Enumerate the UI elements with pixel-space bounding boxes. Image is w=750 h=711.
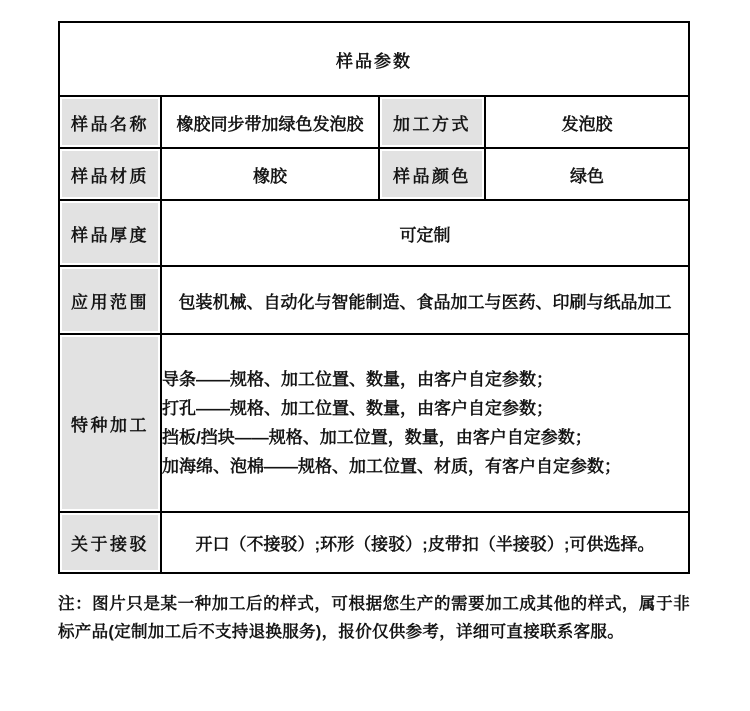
special-processing-line: 挡板/挡块——规格、加工位置，数量，由客户自定参数； <box>162 428 592 447</box>
title-row <box>59 22 689 96</box>
special-processing-line: 加海绵、泡棉——规格、加工位置、材质，有客户自定参数； <box>162 457 621 476</box>
label-special-processing: 特种加工 <box>59 334 161 512</box>
value-application-scope: 包装机械、自动化与智能制造、食品加工与医药、印刷与纸品加工 <box>161 266 689 334</box>
value-sample-material: 橡胶 <box>161 148 379 200</box>
sample-parameters-table <box>58 21 690 574</box>
label-application-scope: 应用范围 <box>59 266 161 334</box>
value-special-processing <box>161 334 689 512</box>
value-sample-name: 橡胶同步带加绿色发泡胶 <box>161 96 379 148</box>
special-processing-line: 打孔——规格、加工位置、数量，由客户自定参数； <box>162 399 553 418</box>
label-sample-thickness: 样品厚度 <box>59 200 161 266</box>
value-sample-thickness: 可定制 <box>161 200 689 266</box>
label-sample-name: 样品名称 <box>59 96 161 148</box>
special-processing-line: 导条——规格、加工位置、数量，由客户自定参数； <box>162 370 553 389</box>
label-splicing: 关于接驳 <box>59 512 161 573</box>
row-splicing <box>59 512 689 573</box>
row-special-processing <box>59 334 689 512</box>
value-splicing: 开口（不接驳）;环形（接驳）;皮带扣（半接驳）;可供选择。 <box>161 512 689 573</box>
label-sample-color: 样品颜色 <box>379 148 485 200</box>
special-processing-lines <box>162 365 688 481</box>
table-title: 样品参数 <box>59 22 689 96</box>
label-processing-method: 加工方式 <box>379 96 485 148</box>
value-processing-method: 发泡胶 <box>485 96 689 148</box>
label-sample-material: 样品材质 <box>59 148 161 200</box>
row-sample-material <box>59 148 689 200</box>
row-sample-name <box>59 96 689 148</box>
row-sample-thickness <box>59 200 689 266</box>
value-sample-color: 绿色 <box>485 148 689 200</box>
row-application-scope <box>59 266 689 334</box>
footnote: 注：图片只是某一种加工后的样式，可根据您生产的需要加工成其他的样式，属于非标产品(定制加工后不支持退换服务)，报价仅供参考，详细可直接联系客服。 <box>58 595 690 641</box>
